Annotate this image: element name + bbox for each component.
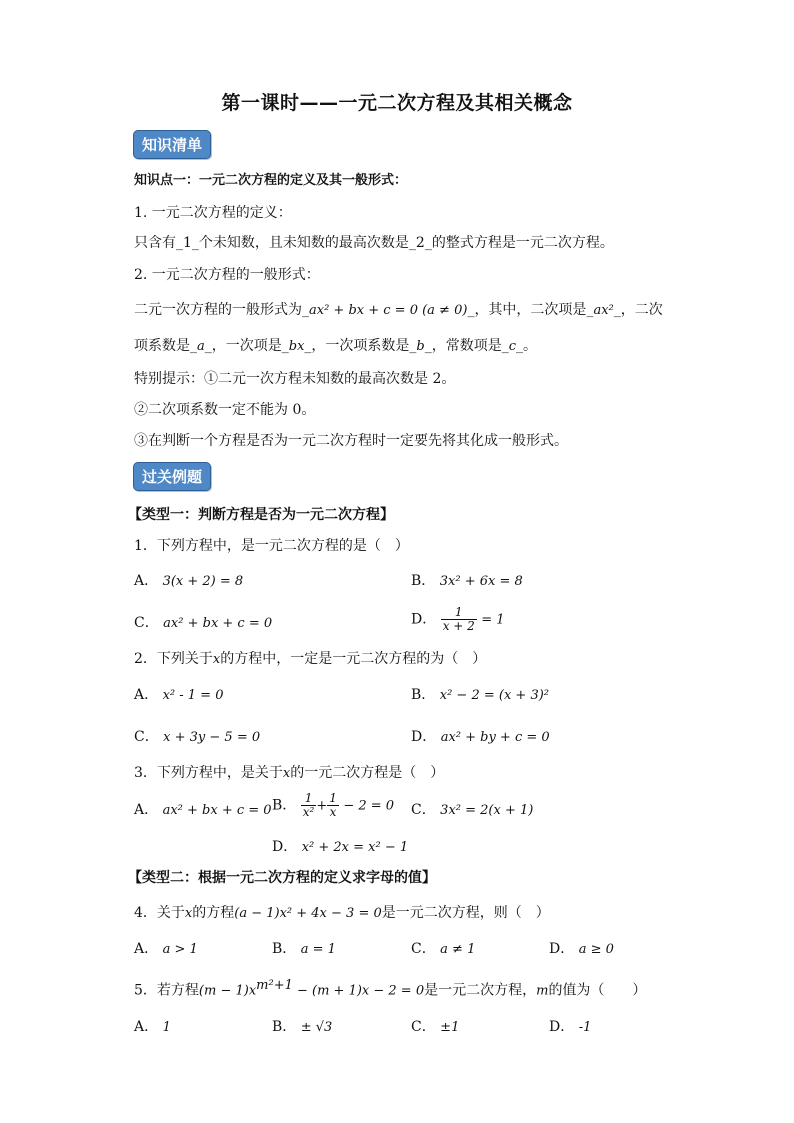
coef-c-value: c bbox=[508, 339, 517, 354]
def-blank-2: _2_ bbox=[408, 235, 432, 251]
q2-c-equation: x + 3y − 5 = 0 bbox=[163, 730, 261, 745]
q1-option-b[interactable] bbox=[411, 572, 523, 591]
def-part-b: 个未知数，且未知数的最高次数是 bbox=[198, 235, 409, 251]
option-letter: C． bbox=[411, 941, 436, 957]
q1-option-c[interactable] bbox=[134, 614, 272, 633]
q5-equation-a: (m − 1)x bbox=[198, 983, 257, 999]
q5-option-d[interactable] bbox=[549, 1018, 591, 1037]
question-1-stem: 1．下列方程中，是一元二次方程的是（ ） bbox=[134, 538, 409, 554]
option-letter: B． bbox=[272, 797, 297, 814]
page-title: 第一课时——一元二次方程及其相关概念 bbox=[221, 92, 573, 114]
option-letter: D． bbox=[411, 611, 437, 628]
option-letter: A． bbox=[134, 802, 159, 818]
q3-b-fraction-2 bbox=[327, 792, 339, 819]
q4-a-value: a > 1 bbox=[162, 942, 198, 957]
fraction-numerator: 1 bbox=[301, 792, 317, 806]
q2-d-equation: ax² + by + c = 0 bbox=[440, 730, 550, 745]
q3-option-b[interactable] bbox=[272, 792, 394, 819]
q3-stem-b: 的一元二次方程是（ ） bbox=[290, 765, 445, 781]
knowledge-badge: 知识清单 bbox=[133, 130, 211, 159]
option-letter: C． bbox=[411, 802, 436, 818]
fraction-denominator: x² bbox=[302, 805, 315, 819]
general-form-text bbox=[134, 301, 663, 320]
q2-stem-a: 2．下列关于 bbox=[134, 651, 213, 667]
q1-a-equation: 3(x + 2) = 8 bbox=[162, 574, 244, 589]
coef-part-d: _，常数项是_ bbox=[424, 338, 509, 354]
type-1-heading: 【类型一：判断方程是否为一元二次方程】 bbox=[128, 507, 394, 523]
q2-variable: x bbox=[212, 652, 221, 667]
q5-option-a[interactable] bbox=[134, 1018, 171, 1037]
q4-stem-c: 是一元二次方程，则（ ） bbox=[381, 905, 550, 921]
examples-badge: 过关例题 bbox=[133, 462, 211, 491]
option-letter: A． bbox=[134, 941, 159, 957]
def-blank-1: _1_ bbox=[176, 235, 199, 251]
q3-c-equation: 3x² = 2(x + 1) bbox=[440, 803, 534, 818]
q2-b-equation: x² − 2 = (x + 3)² bbox=[439, 688, 549, 703]
definition-heading: 1. 一元二次方程的定义： bbox=[134, 205, 292, 221]
type-2-heading: 【类型二：根据一元二次方程的定义求字母的值】 bbox=[128, 870, 436, 886]
q4-b-value: a = 1 bbox=[300, 942, 336, 957]
q5-option-b[interactable] bbox=[272, 1018, 332, 1037]
option-letter: B． bbox=[411, 573, 436, 589]
question-4-stem bbox=[134, 904, 550, 923]
coef-part-e: _。 bbox=[516, 338, 538, 354]
q5-stem-b: 是一元二次方程， bbox=[424, 982, 537, 999]
definition-text bbox=[134, 234, 614, 252]
q5-exponent: m²+1 bbox=[256, 978, 293, 993]
q1-d-rest: = 1 bbox=[481, 612, 505, 628]
q3-b-fraction-1 bbox=[301, 792, 317, 819]
q4-option-b[interactable] bbox=[272, 940, 336, 959]
q1-c-equation: ax² + bx + c = 0 bbox=[163, 616, 273, 631]
q4-variable: x bbox=[184, 906, 193, 921]
tip-2: ②二次项系数一定不能为 0。 bbox=[134, 402, 316, 418]
q5-a-value: 1 bbox=[162, 1020, 171, 1035]
option-letter: B． bbox=[272, 941, 297, 957]
q3-b-plus: + bbox=[316, 798, 328, 814]
q2-option-b[interactable] bbox=[411, 686, 549, 705]
q3-a-equation: ax² + bx + c = 0 bbox=[162, 803, 272, 818]
q4-option-c[interactable] bbox=[411, 940, 475, 959]
option-letter: C． bbox=[134, 615, 159, 631]
q5-variable: m bbox=[536, 983, 549, 999]
q3-variable: x bbox=[282, 766, 291, 781]
fraction-denominator: x bbox=[329, 805, 337, 819]
q3-option-d[interactable] bbox=[272, 838, 408, 857]
q1-option-d[interactable] bbox=[411, 606, 505, 633]
def-part-c: 的整式方程是一元二次方程。 bbox=[431, 235, 614, 251]
q3-option-c[interactable] bbox=[411, 801, 533, 820]
option-letter: B． bbox=[272, 1019, 297, 1035]
option-letter: D． bbox=[549, 1019, 575, 1035]
fraction-numerator: 1 bbox=[441, 606, 477, 620]
question-3-stem bbox=[134, 764, 444, 783]
q2-option-d[interactable] bbox=[411, 728, 550, 747]
q2-option-a[interactable] bbox=[134, 686, 223, 705]
quadratic-term: ax² bbox=[593, 303, 614, 318]
option-letter: A． bbox=[134, 573, 159, 589]
q5-stem-a: 5．若方程 bbox=[134, 982, 199, 999]
question-2-stem bbox=[134, 650, 486, 669]
option-letter: B． bbox=[411, 687, 436, 703]
form-part-a: 二元一次方程的一般形式为_ bbox=[134, 302, 309, 318]
q5-b-value: ± √3 bbox=[300, 1020, 333, 1035]
q5-equation-b: − (m + 1)x − 2 = 0 bbox=[292, 983, 425, 999]
general-form-equation: ax² + bx + c = 0 (a ≠ 0) bbox=[309, 303, 468, 318]
coef-b-value: b bbox=[416, 339, 425, 354]
q5-c-value: ±1 bbox=[440, 1020, 460, 1035]
option-letter: C． bbox=[134, 729, 159, 745]
coef-part-c: _，一次项系数是_ bbox=[304, 338, 417, 354]
fraction-denominator: x + 2 bbox=[442, 619, 475, 633]
option-letter: D． bbox=[272, 839, 298, 855]
q2-option-c[interactable] bbox=[134, 728, 260, 747]
def-part-a: 只含有 bbox=[134, 235, 176, 251]
fraction-numerator: 1 bbox=[329, 791, 337, 805]
q4-d-value: a ≥ 0 bbox=[578, 942, 614, 957]
linear-term: bx bbox=[288, 339, 305, 354]
q3-option-a[interactable] bbox=[134, 801, 272, 820]
q3-stem-a: 3．下列方程中，是关于 bbox=[134, 765, 283, 781]
q4-option-d[interactable] bbox=[549, 940, 614, 959]
form-heading: 2. 一元二次方程的一般形式： bbox=[134, 267, 320, 283]
q3-d-equation: x² + 2x = x² − 1 bbox=[301, 840, 409, 855]
form-part-b: _，其中，二次项是_ bbox=[467, 302, 594, 318]
q3-b-rest: − 2 = 0 bbox=[343, 798, 395, 814]
tip-3: ③在判断一个方程是否为一元二次方程时一定要先将其化成一般形式。 bbox=[134, 433, 568, 449]
knowledge-point-1: 知识点一：一元二次方程的定义及其一般形式： bbox=[134, 173, 408, 188]
q2-stem-b: 的方程中，一定是一元二次方程的为（ ） bbox=[220, 651, 487, 667]
q5-d-value: -1 bbox=[578, 1020, 592, 1035]
q5-stem-c: 的值为（ ） bbox=[548, 982, 647, 999]
q1-b-equation: 3x² + 6x = 8 bbox=[439, 574, 523, 589]
q4-stem-b: 的方程 bbox=[192, 905, 235, 921]
q5-option-c[interactable] bbox=[411, 1018, 459, 1037]
tip-1: 特别提示：①二元一次方程未知数的最高次数是 2。 bbox=[134, 371, 456, 387]
coefficients-text bbox=[134, 337, 537, 356]
option-letter: D． bbox=[549, 941, 575, 957]
q1-d-fraction bbox=[441, 606, 477, 633]
q2-a-equation: x² - 1 = 0 bbox=[162, 688, 224, 703]
option-letter: A． bbox=[134, 1019, 159, 1035]
option-letter: C． bbox=[411, 1019, 436, 1035]
coef-a-value: a bbox=[197, 339, 205, 354]
q4-equation: (a − 1)x² + 4x − 3 = 0 bbox=[234, 906, 382, 921]
coef-part-a: 项系数是_ bbox=[134, 338, 197, 354]
q1-option-a[interactable] bbox=[134, 572, 243, 591]
option-letter: A． bbox=[134, 687, 159, 703]
option-letter: D． bbox=[411, 729, 437, 745]
question-5-stem bbox=[134, 977, 646, 1001]
coef-part-b: _，一次项是_ bbox=[204, 338, 289, 354]
q4-stem-a: 4．关于 bbox=[134, 905, 185, 921]
q4-c-value: a ≠ 1 bbox=[440, 942, 476, 957]
q4-option-a[interactable] bbox=[134, 940, 198, 959]
form-part-c: _，二次 bbox=[613, 302, 663, 318]
